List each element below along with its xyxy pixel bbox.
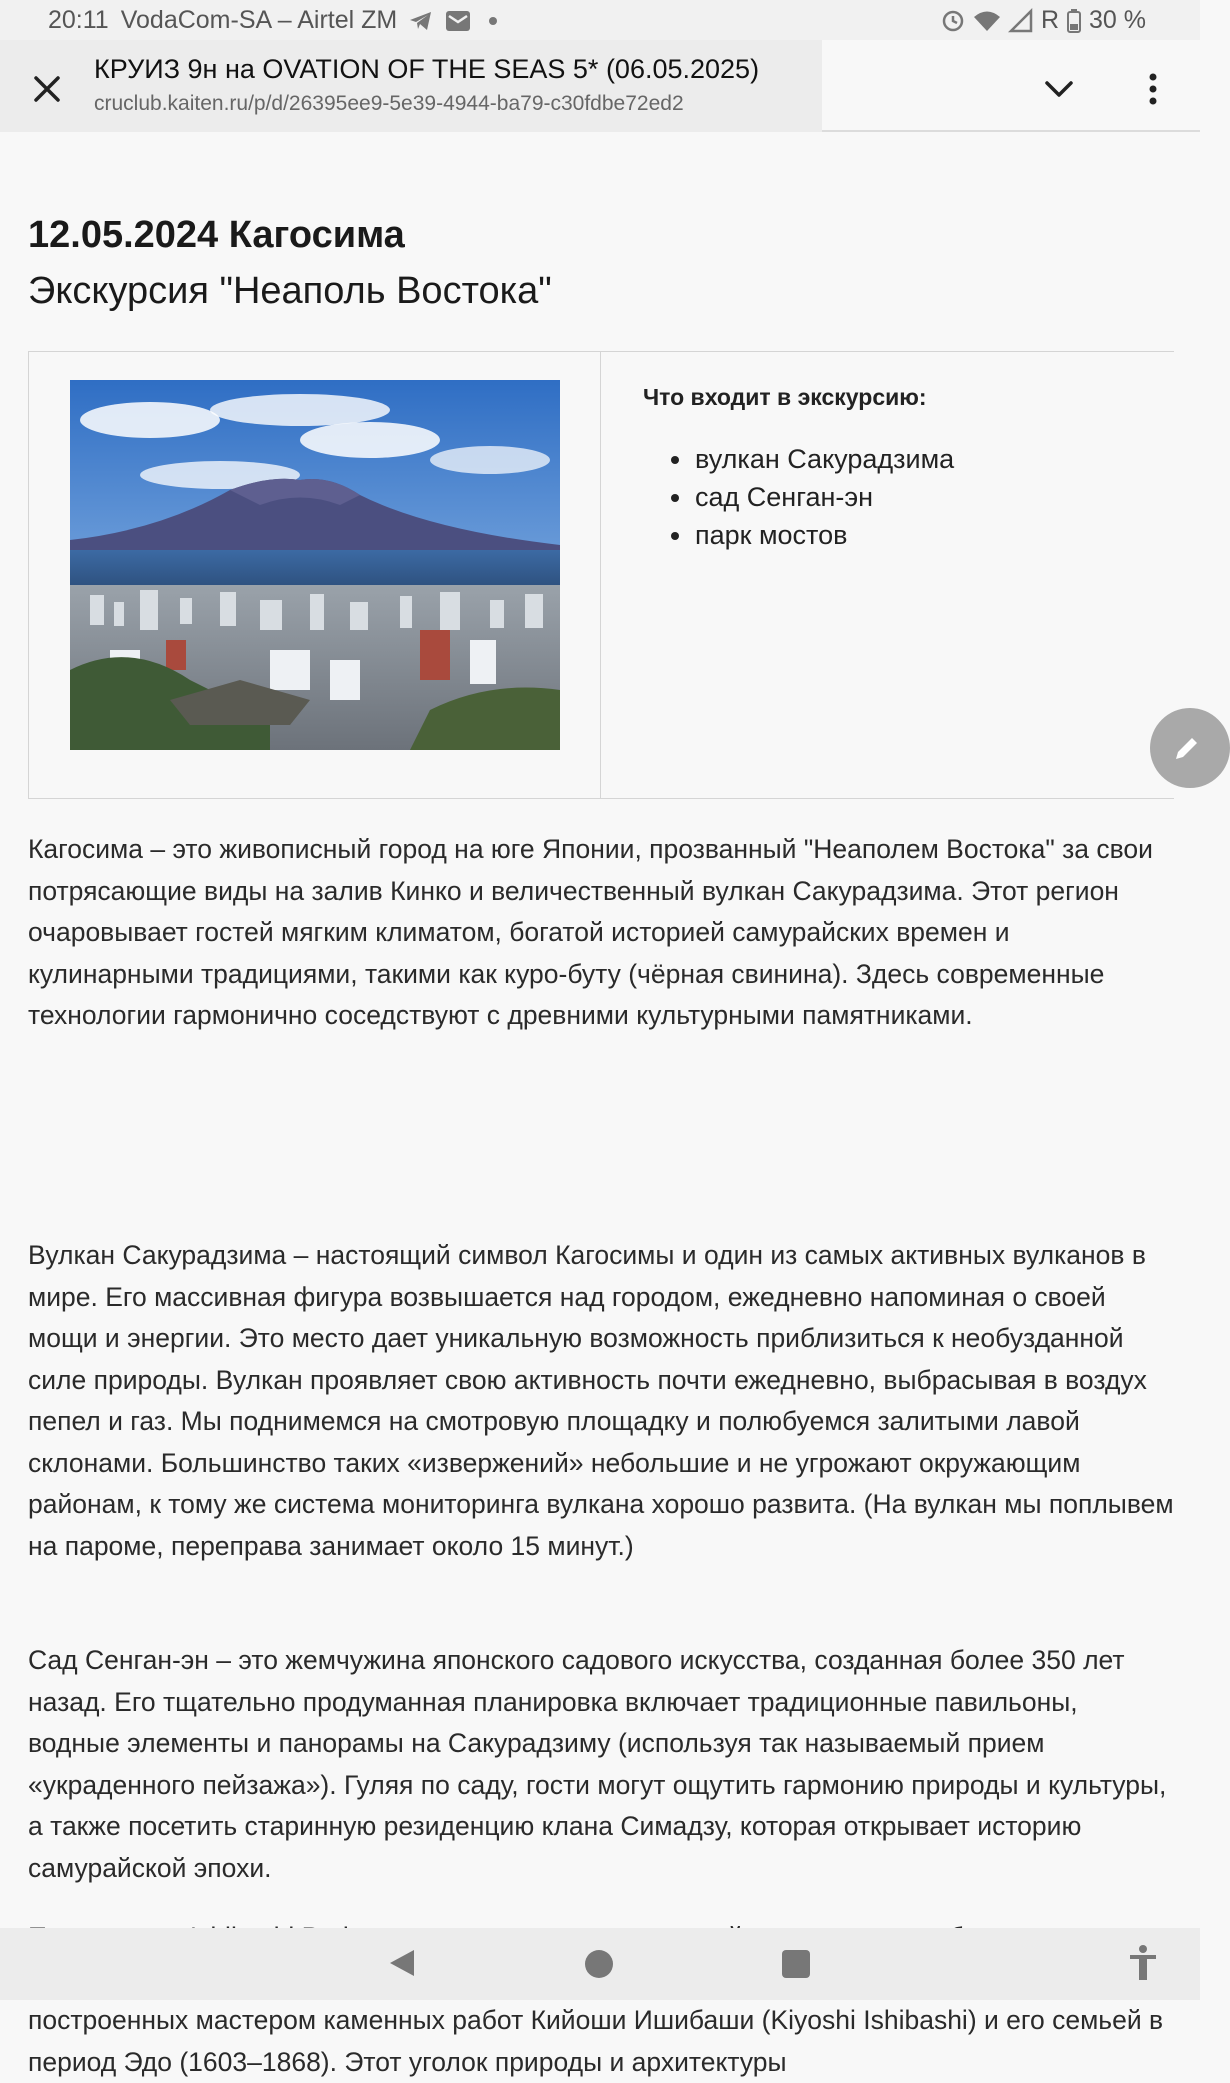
status-bar-right: [941, 6, 1146, 35]
excursion-heading: Экскурсия "Неаполь Востока": [28, 270, 552, 312]
date-heading: 12.05.2024 Кагосима: [28, 214, 405, 256]
included-title: Что входит в экскурсию:: [643, 384, 927, 410]
status-bar-left: [48, 6, 497, 35]
pencil-icon: [1172, 733, 1202, 763]
signal-icon: [1009, 9, 1033, 33]
image-cell: [29, 352, 601, 798]
list-item: парк мостов: [643, 516, 954, 554]
dot-icon: [489, 17, 497, 25]
recent-apps-icon[interactable]: [782, 1950, 810, 1978]
chevron-down-icon: [1044, 79, 1074, 99]
paragraph-sakurajima: Вулкан Сакурадзима – настоящий символ Кагосимы и один из самых активных вулканов в мире. Его массивная фигура возвышается над городом, ежедневно напоминая о своей мощи и энергии. Это место дает уникальную возможность приблизиться к необузданной силе природы. Вулкан проявляет свою активность почти ежедневно, выбрасывая в воздух пепел и газ. Мы поднимемся на смотровую площадку и полюбуемся залитыми лавой склонами. Большинство таких «извержений» небольшие и не угрожают окружающим районам, к тому же система мониторинга вулкана хорошо развита. (На вулкан мы поплывем на пароме, переправа занимает около 15 минут.): [28, 1240, 1174, 1561]
page-title: КРУИЗ 9н на OVATION OF THE SEAS 5* (06.05.2025): [94, 54, 760, 84]
page-url: cruclub.kaiten.ru/p/d/26395ee9-5e39-4944-ba79-c30fdbe72ed2: [94, 92, 684, 115]
edit-button[interactable]: [1150, 708, 1230, 788]
system-navigation-bar: [0, 1928, 1200, 2000]
battery-level: 30 %: [1089, 6, 1146, 34]
mail-icon: [445, 10, 471, 32]
status-carrier: VodaCom-SA – Airtel ZM: [120, 6, 398, 34]
battery-icon: [1067, 9, 1081, 33]
paragraph-sengan-en: Сад Сенган-эн – это жемчужина японского садового искусства, созданная более 350 лет назад. Его тщательно продуманная планировка включает традиционные павильоны, водные элементы и панорамы на Сакурадзиму (используя так называемый прием «украденного пейзажа»). Гуляя по саду, гости могут ощутить гармонию природы и культуры, а также посетить старинную резиденцию клана Симадзу, которая открывает историю самурайской эпохи.: [28, 1645, 1167, 1883]
accessibility-icon[interactable]: [1128, 1944, 1158, 1982]
status-bar: [0, 0, 1200, 40]
close-icon: [33, 75, 61, 103]
volcano-city-image: [70, 380, 560, 750]
more-vertical-icon: [1148, 73, 1158, 105]
kagoshima-photo: [70, 380, 560, 750]
home-icon[interactable]: [585, 1950, 613, 1978]
list-item: сад Сенган-эн: [643, 478, 954, 516]
back-icon[interactable]: [388, 1948, 416, 1978]
status-time: 20:11: [48, 6, 109, 34]
close-button[interactable]: [24, 66, 70, 112]
telegram-icon: [409, 10, 433, 32]
overflow-menu-button[interactable]: [1128, 64, 1178, 114]
minimize-button[interactable]: [1034, 64, 1084, 114]
wifi-icon: [973, 9, 1001, 33]
excursion-info-table: [28, 351, 1174, 799]
list-item: вулкан Сакурадзима: [643, 440, 954, 478]
included-list: [643, 440, 954, 554]
included-cell: [601, 352, 1174, 798]
toolbar-title-area[interactable]: [0, 40, 822, 132]
paragraph-kagoshima: Кагосима – это живописный город на юге Японии, прозванный "Неаполем Востока" за свои потрясающие виды на залив Кинко и величественный вулкан Сакурадзима. Этот регион очаровывает гостей мягким климатом, богатой историей самурайских времен и кулинарными традициями, такими как куро-буту (чёрная свинина). Здесь современные технологии гармонично соседствуют с древними культурными памятниками.: [28, 834, 1153, 1030]
paragraph-ishibashi-park: построенных мастером каменных работ Кийоши Ишибаши (Kiyoshi Ishibashi) и его семьей в период Эдо (1603–1868). Этот уголок природы и архитектуры: [28, 2005, 1164, 2077]
custom-tab-toolbar: [0, 40, 1200, 132]
sync-icon: [941, 9, 965, 33]
roaming-indicator: R: [1040, 6, 1060, 34]
